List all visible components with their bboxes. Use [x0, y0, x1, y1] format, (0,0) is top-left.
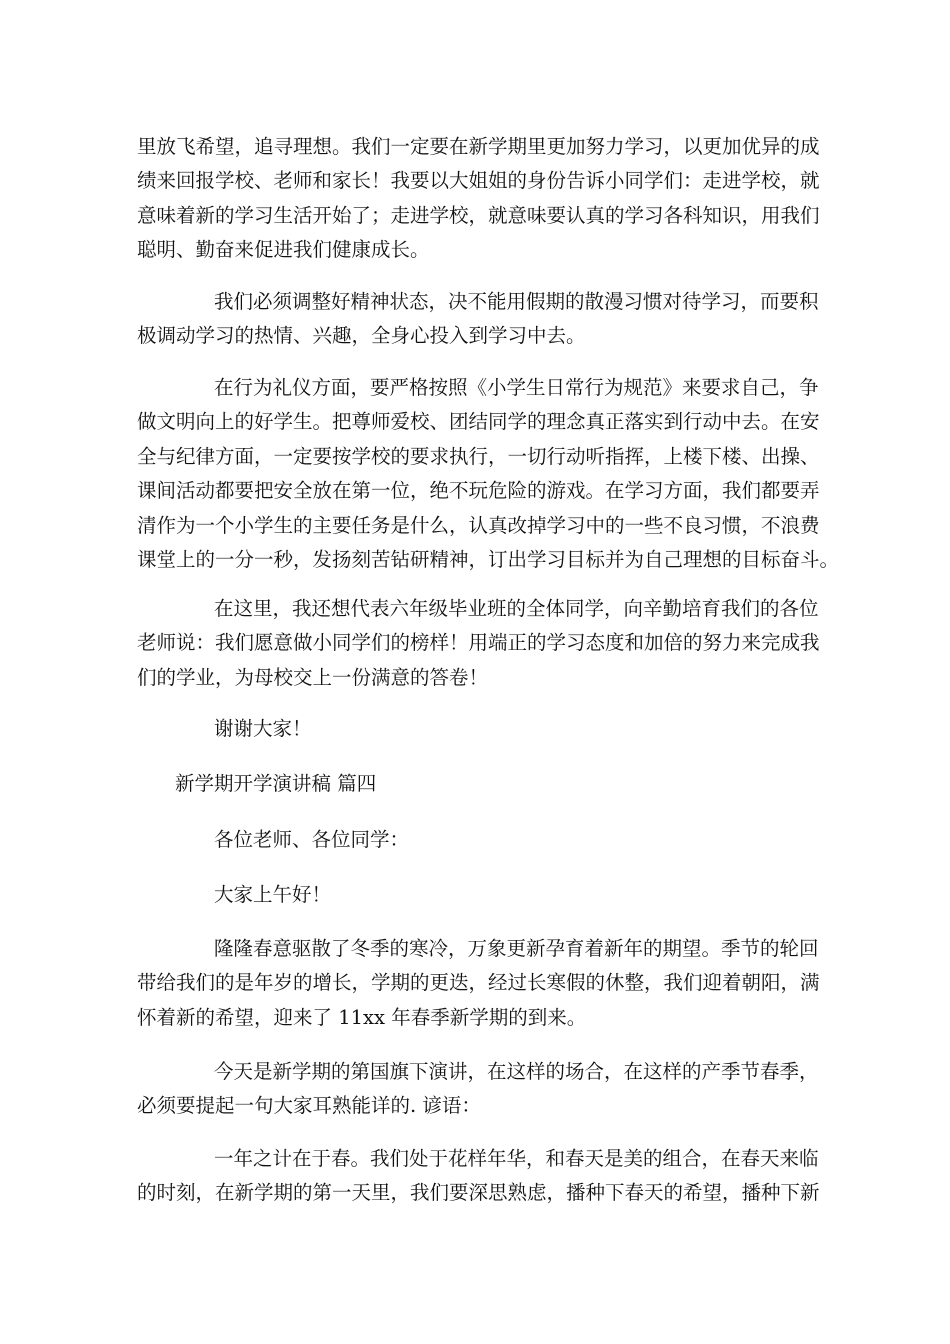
text-line: 隆隆春意驱散了冬季的寒冷，万象更新孕育着新年的期望。季节的轮回 — [214, 937, 819, 960]
text-line: 各位老师、各位同学： — [214, 828, 410, 851]
text-line: 课堂上的一分一秒，发扬刻苦钻研精神，订出学习目标并为自己理想的目标奋斗。 — [137, 547, 840, 571]
paragraph-spring — [137, 932, 827, 1035]
text-line: 大家上午好！ — [214, 883, 332, 906]
paragraph-2 — [137, 285, 827, 354]
text-line: 的时刻，在新学期的第一天里，我们要深思熟虑，播种下春天的希望，播种下新 — [137, 1181, 820, 1205]
text-line: 谢谢大家！ — [214, 717, 312, 740]
text-line: 课间活动都要把安全放在第一位，绝不玩危险的游戏。在学习方面，我们都要弄 — [137, 479, 820, 503]
text-line: 怀着新的希望，迎来了 11xx 年春季新学期的到来。 — [137, 1005, 587, 1029]
paragraph-year-plan — [137, 1142, 827, 1211]
text-line: 老师说：我们愿意做小同学们的榜样！用端正的学习态度和加倍的努力来完成我 — [137, 631, 820, 655]
paragraph-4 — [137, 592, 827, 695]
paragraph-greeting — [137, 823, 827, 857]
text-line: 们的学业，为母校交上一份满意的答卷！ — [137, 665, 489, 689]
text-line: 一年之计在于春。我们处于花样年华，和春天是美的组合，在春天来临 — [214, 1147, 819, 1170]
text-line: 在这里，我还想代表六年级毕业班的全体同学，向辛勤培育我们的各位 — [214, 597, 819, 620]
text-line: 聪明、勤奋来促进我们健康成长。 — [137, 238, 430, 262]
text-line: 清作为一个小学生的主要任务是什么，认真改掉学习中的一些不良习惯，不浪费 — [137, 513, 820, 537]
text-line: 意味着新的学习生活开始了；走进学校，就意味要认真的学习各科知识，用我们 — [137, 203, 820, 227]
text-line: 必须要提起一句大家耳熟能详的. 谚语： — [137, 1094, 481, 1118]
text-line: 带给我们的是年岁的增长，学期的更迭，经过长寒假的休整，我们迎着朝阳，满 — [137, 971, 820, 995]
text-line: 里放飞希望，追寻理想。我们一定要在新学期里更加努力学习，以更加优异的成 — [137, 135, 820, 158]
text-line: 今天是新学期的第国旗下演讲，在这样的场合，在这样的产季节春季， — [214, 1060, 819, 1083]
text-line: 绩来回报学校、老师和家长！我要以大姐姐的身份告诉小同学们：走进学校，就 — [137, 169, 820, 193]
text-line: 全与纪律方面，一定要按学校的要求执行，一切行动听指挥，上楼下楼、出操、 — [137, 444, 820, 468]
paragraph-3 — [137, 371, 840, 577]
paragraph-1 — [137, 130, 827, 268]
text-line: 在行为礼仪方面，要严格按照《小学生日常行为规范》来要求自己，争 — [214, 376, 819, 399]
text-line: 极调动学习的热情、兴趣，全身心投入到学习中去。 — [137, 324, 586, 348]
paragraph-thanks — [137, 712, 827, 746]
text-line: 做文明向上的好学生。把尊师爱校、团结同学的理念真正落实到行动中去。在安 — [137, 410, 820, 434]
paragraph-good-morning — [137, 878, 827, 912]
paragraph-today — [137, 1055, 827, 1124]
text-line: 我们必须调整好精神状态，决不能用假期的散漫习惯对待学习，而要积 — [214, 290, 819, 313]
section-heading: 新学期开学演讲稿 篇四 — [175, 772, 377, 795]
